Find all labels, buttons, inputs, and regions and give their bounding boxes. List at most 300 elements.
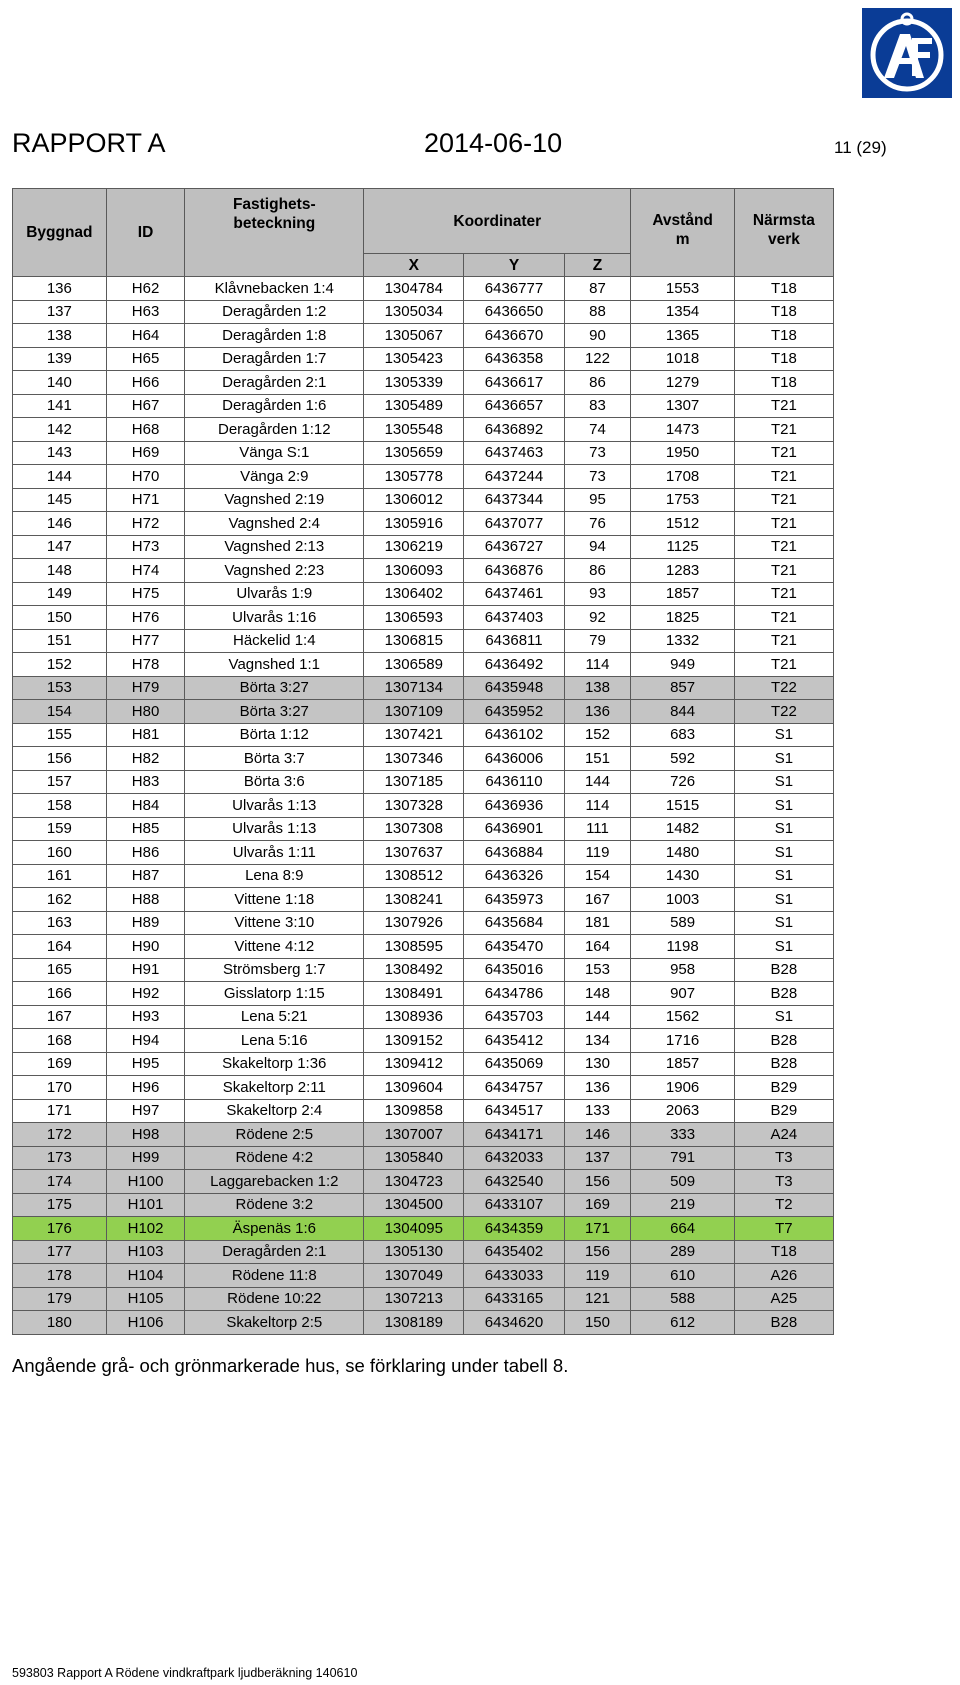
cell-y: 6433033 <box>464 1264 564 1288</box>
cell-fastighet: Skakeltorp 1:36 <box>185 1052 364 1076</box>
cell-z: 167 <box>564 888 631 912</box>
cell-y: 6434757 <box>464 1076 564 1100</box>
cell-narmsta: T18 <box>734 277 833 301</box>
cell-y: 6434171 <box>464 1123 564 1147</box>
cell-x: 1305130 <box>364 1240 464 1264</box>
cell-id: H106 <box>106 1311 185 1335</box>
cell-avstand: 612 <box>631 1311 734 1335</box>
cell-narmsta: B28 <box>734 982 833 1006</box>
cell-byggnad: 171 <box>13 1099 107 1123</box>
cell-x: 1306589 <box>364 653 464 677</box>
cell-x: 1307926 <box>364 911 464 935</box>
cell-y: 6434786 <box>464 982 564 1006</box>
cell-y: 6435948 <box>464 676 564 700</box>
table-row <box>13 512 834 536</box>
cell-y: 6435952 <box>464 700 564 724</box>
cell-avstand: 1753 <box>631 488 734 512</box>
cell-narmsta: A26 <box>734 1264 833 1288</box>
report-date: 2014-06-10 <box>424 128 563 158</box>
cell-y: 6434517 <box>464 1099 564 1123</box>
cell-fastighet: Börta 3:7 <box>185 747 364 771</box>
cell-fastighet: Vänga S:1 <box>185 441 364 465</box>
cell-fastighet: Rödene 4:2 <box>185 1146 364 1170</box>
cell-avstand: 1473 <box>631 418 734 442</box>
cell-narmsta: B29 <box>734 1076 833 1100</box>
table-note: Angående grå- och grönmarkerade hus, se förklaring under tabell 8. <box>12 1355 569 1376</box>
table-row <box>13 935 834 959</box>
table-row <box>13 1005 834 1029</box>
cell-narmsta: B28 <box>734 1311 833 1335</box>
cell-fastighet: Strömsberg 1:7 <box>185 958 364 982</box>
table-row <box>13 794 834 818</box>
cell-narmsta: S1 <box>734 817 833 841</box>
cell-z: 76 <box>564 512 631 536</box>
cell-id: H91 <box>106 958 185 982</box>
table-row <box>13 723 834 747</box>
cell-x: 1305548 <box>364 418 464 442</box>
table-row <box>13 747 834 771</box>
cell-narmsta: T21 <box>734 465 833 489</box>
cell-z: 73 <box>564 465 631 489</box>
cell-byggnad: 167 <box>13 1005 107 1029</box>
cell-y: 6435402 <box>464 1240 564 1264</box>
report-title: RAPPORT A <box>12 128 166 158</box>
cell-avstand: 592 <box>631 747 734 771</box>
cell-id: H74 <box>106 559 185 583</box>
cell-y: 6436892 <box>464 418 564 442</box>
cell-avstand: 844 <box>631 700 734 724</box>
cell-id: H62 <box>106 277 185 301</box>
cell-fastighet: Deragården 2:1 <box>185 371 364 395</box>
page-number: 11 (29) <box>834 138 887 157</box>
cell-x: 1304784 <box>364 277 464 301</box>
cell-z: 119 <box>564 841 631 865</box>
cell-fastighet: Vagnshed 2:13 <box>185 535 364 559</box>
cell-fastighet: Rödene 10:22 <box>185 1287 364 1311</box>
cell-x: 1306093 <box>364 559 464 583</box>
cell-x: 1304500 <box>364 1193 464 1217</box>
cell-avstand: 1512 <box>631 512 734 536</box>
cell-avstand: 1125 <box>631 535 734 559</box>
cell-narmsta: S1 <box>734 1005 833 1029</box>
cell-id: H101 <box>106 1193 185 1217</box>
cell-fastighet: Ulvarås 1:13 <box>185 794 364 818</box>
cell-z: 94 <box>564 535 631 559</box>
cell-narmsta: S1 <box>734 864 833 888</box>
table-row <box>13 488 834 512</box>
building-table <box>12 188 834 1335</box>
cell-z: 134 <box>564 1029 631 1053</box>
table-row <box>13 888 834 912</box>
cell-z: 181 <box>564 911 631 935</box>
cell-fastighet: Vittene 3:10 <box>185 911 364 935</box>
cell-avstand: 1198 <box>631 935 734 959</box>
cell-z: 154 <box>564 864 631 888</box>
cell-x: 1307213 <box>364 1287 464 1311</box>
cell-byggnad: 147 <box>13 535 107 559</box>
cell-narmsta: T21 <box>734 606 833 630</box>
cell-avstand: 1562 <box>631 1005 734 1029</box>
cell-x: 1305067 <box>364 324 464 348</box>
cell-byggnad: 168 <box>13 1029 107 1053</box>
col-narmsta-label: Närmsta verk <box>752 212 815 248</box>
cell-id: H93 <box>106 1005 185 1029</box>
cell-fastighet: Börta 3:27 <box>185 676 364 700</box>
cell-avstand: 610 <box>631 1264 734 1288</box>
cell-x: 1307007 <box>364 1123 464 1147</box>
table-row <box>13 1264 834 1288</box>
cell-byggnad: 156 <box>13 747 107 771</box>
cell-z: 171 <box>564 1217 631 1241</box>
cell-id: H69 <box>106 441 185 465</box>
table-row <box>13 300 834 324</box>
cell-byggnad: 138 <box>13 324 107 348</box>
cell-x: 1308512 <box>364 864 464 888</box>
cell-fastighet: Laggarebacken 1:2 <box>185 1170 364 1194</box>
cell-fastighet: Ulvarås 1:16 <box>185 606 364 630</box>
cell-x: 1308492 <box>364 958 464 982</box>
col-avstand <box>631 189 734 277</box>
cell-fastighet: Deragården 2:1 <box>185 1240 364 1264</box>
cell-narmsta: T22 <box>734 700 833 724</box>
cell-avstand: 1332 <box>631 629 734 653</box>
cell-fastighet: Klåvnebacken 1:4 <box>185 277 364 301</box>
cell-byggnad: 164 <box>13 935 107 959</box>
cell-fastighet: Ulvarås 1:9 <box>185 582 364 606</box>
cell-avstand: 791 <box>631 1146 734 1170</box>
cell-y: 6436884 <box>464 841 564 865</box>
cell-x: 1307185 <box>364 770 464 794</box>
cell-avstand: 683 <box>631 723 734 747</box>
cell-x: 1309412 <box>364 1052 464 1076</box>
cell-fastighet: Ulvarås 1:11 <box>185 841 364 865</box>
cell-y: 6436936 <box>464 794 564 818</box>
cell-fastighet: Deragården 1:7 <box>185 347 364 371</box>
cell-y: 6436727 <box>464 535 564 559</box>
cell-narmsta: T18 <box>734 324 833 348</box>
table-row <box>13 394 834 418</box>
cell-y: 6437244 <box>464 465 564 489</box>
cell-avstand: 1708 <box>631 465 734 489</box>
table-row <box>13 1146 834 1170</box>
cell-avstand: 333 <box>631 1123 734 1147</box>
cell-narmsta: T21 <box>734 559 833 583</box>
cell-fastighet: Deragården 1:8 <box>185 324 364 348</box>
cell-id: H82 <box>106 747 185 771</box>
cell-avstand: 958 <box>631 958 734 982</box>
cell-narmsta: T21 <box>734 418 833 442</box>
cell-x: 1308189 <box>364 1311 464 1335</box>
cell-narmsta: S1 <box>734 935 833 959</box>
cell-narmsta: S1 <box>734 723 833 747</box>
table-row <box>13 676 834 700</box>
cell-fastighet: Äspenäs 1:6 <box>185 1217 364 1241</box>
table-row <box>13 277 834 301</box>
cell-x: 1305916 <box>364 512 464 536</box>
cell-byggnad: 163 <box>13 911 107 935</box>
cell-byggnad: 175 <box>13 1193 107 1217</box>
table-row <box>13 606 834 630</box>
cell-id: H90 <box>106 935 185 959</box>
cell-avstand: 1482 <box>631 817 734 841</box>
cell-narmsta: S1 <box>734 911 833 935</box>
cell-narmsta: T18 <box>734 300 833 324</box>
cell-x: 1305840 <box>364 1146 464 1170</box>
cell-id: H84 <box>106 794 185 818</box>
cell-x: 1306219 <box>364 535 464 559</box>
cell-z: 144 <box>564 770 631 794</box>
cell-avstand: 1857 <box>631 1052 734 1076</box>
cell-fastighet: Skakeltorp 2:4 <box>185 1099 364 1123</box>
cell-byggnad: 170 <box>13 1076 107 1100</box>
cell-z: 164 <box>564 935 631 959</box>
cell-id: H99 <box>106 1146 185 1170</box>
cell-id: H102 <box>106 1217 185 1241</box>
cell-avstand: 1480 <box>631 841 734 865</box>
cell-fastighet: Rödene 2:5 <box>185 1123 364 1147</box>
cell-fastighet: Börta 1:12 <box>185 723 364 747</box>
table-row <box>13 817 834 841</box>
cell-id: H100 <box>106 1170 185 1194</box>
cell-y: 6432033 <box>464 1146 564 1170</box>
cell-y: 6435703 <box>464 1005 564 1029</box>
cell-y: 6436006 <box>464 747 564 771</box>
cell-x: 1308595 <box>364 935 464 959</box>
cell-byggnad: 139 <box>13 347 107 371</box>
cell-avstand: 2063 <box>631 1099 734 1123</box>
cell-byggnad: 145 <box>13 488 107 512</box>
cell-z: 137 <box>564 1146 631 1170</box>
cell-z: 87 <box>564 277 631 301</box>
cell-id: H85 <box>106 817 185 841</box>
cell-id: H79 <box>106 676 185 700</box>
cell-fastighet: Börta 3:27 <box>185 700 364 724</box>
cell-byggnad: 166 <box>13 982 107 1006</box>
cell-id: H64 <box>106 324 185 348</box>
cell-narmsta: B28 <box>734 1029 833 1053</box>
cell-z: 150 <box>564 1311 631 1335</box>
table-row <box>13 1287 834 1311</box>
cell-y: 6437344 <box>464 488 564 512</box>
cell-z: 122 <box>564 347 631 371</box>
cell-narmsta: T2 <box>734 1193 833 1217</box>
cell-x: 1309858 <box>364 1099 464 1123</box>
cell-avstand: 1857 <box>631 582 734 606</box>
cell-id: H97 <box>106 1099 185 1123</box>
cell-narmsta: T21 <box>734 653 833 677</box>
cell-z: 93 <box>564 582 631 606</box>
cell-avstand: 664 <box>631 1217 734 1241</box>
cell-fastighet: Deragården 1:2 <box>185 300 364 324</box>
table-row <box>13 653 834 677</box>
col-koordinater: Koordinater <box>364 189 631 254</box>
cell-narmsta: T21 <box>734 512 833 536</box>
cell-x: 1305778 <box>364 465 464 489</box>
col-id: ID <box>106 189 185 277</box>
cell-y: 6436617 <box>464 371 564 395</box>
cell-z: 136 <box>564 700 631 724</box>
cell-fastighet: Lena 5:16 <box>185 1029 364 1053</box>
cell-id: H98 <box>106 1123 185 1147</box>
af-logo-icon <box>862 8 952 98</box>
cell-narmsta: T18 <box>734 1240 833 1264</box>
cell-x: 1307421 <box>364 723 464 747</box>
cell-byggnad: 142 <box>13 418 107 442</box>
cell-id: H78 <box>106 653 185 677</box>
cell-fastighet: Vagnshed 2:19 <box>185 488 364 512</box>
cell-byggnad: 150 <box>13 606 107 630</box>
table-row <box>13 1240 834 1264</box>
cell-byggnad: 141 <box>13 394 107 418</box>
cell-narmsta: T3 <box>734 1146 833 1170</box>
cell-z: 148 <box>564 982 631 1006</box>
cell-z: 136 <box>564 1076 631 1100</box>
table-row <box>13 770 834 794</box>
cell-fastighet: Lena 8:9 <box>185 864 364 888</box>
cell-byggnad: 159 <box>13 817 107 841</box>
cell-x: 1307328 <box>364 794 464 818</box>
cell-z: 88 <box>564 300 631 324</box>
cell-z: 121 <box>564 1287 631 1311</box>
cell-id: H95 <box>106 1052 185 1076</box>
cell-z: 153 <box>564 958 631 982</box>
cell-avstand: 1307 <box>631 394 734 418</box>
cell-id: H83 <box>106 770 185 794</box>
cell-fastighet: Vänga 2:9 <box>185 465 364 489</box>
table-row <box>13 559 834 583</box>
col-fastighet <box>185 189 364 277</box>
cell-y: 6435973 <box>464 888 564 912</box>
page-footer: 593803 Rapport A Rödene vindkraftpark ljudberäkning 140610 <box>12 1666 358 1680</box>
cell-byggnad: 148 <box>13 559 107 583</box>
table-row <box>13 1311 834 1335</box>
cell-fastighet: Gisslatorp 1:15 <box>185 982 364 1006</box>
cell-x: 1306402 <box>364 582 464 606</box>
cell-byggnad: 144 <box>13 465 107 489</box>
cell-y: 6435016 <box>464 958 564 982</box>
cell-avstand: 1283 <box>631 559 734 583</box>
cell-x: 1307109 <box>364 700 464 724</box>
cell-y: 6437077 <box>464 512 564 536</box>
cell-byggnad: 179 <box>13 1287 107 1311</box>
table-body <box>13 277 834 1335</box>
cell-z: 114 <box>564 794 631 818</box>
cell-z: 144 <box>564 1005 631 1029</box>
table-row <box>13 982 834 1006</box>
cell-id: H67 <box>106 394 185 418</box>
cell-id: H96 <box>106 1076 185 1100</box>
cell-byggnad: 173 <box>13 1146 107 1170</box>
cell-x: 1307049 <box>364 1264 464 1288</box>
cell-byggnad: 174 <box>13 1170 107 1194</box>
cell-z: 146 <box>564 1123 631 1147</box>
cell-avstand: 1365 <box>631 324 734 348</box>
cell-y: 6435412 <box>464 1029 564 1053</box>
cell-x: 1305423 <box>364 347 464 371</box>
cell-byggnad: 169 <box>13 1052 107 1076</box>
table-row <box>13 1217 834 1241</box>
cell-y: 6433107 <box>464 1193 564 1217</box>
cell-y: 6436492 <box>464 653 564 677</box>
cell-byggnad: 178 <box>13 1264 107 1288</box>
cell-z: 138 <box>564 676 631 700</box>
cell-x: 1309604 <box>364 1076 464 1100</box>
cell-avstand: 589 <box>631 911 734 935</box>
table-row <box>13 841 834 865</box>
cell-y: 6434359 <box>464 1217 564 1241</box>
col-z: Z <box>564 254 631 277</box>
cell-narmsta: T21 <box>734 629 833 653</box>
cell-z: 73 <box>564 441 631 465</box>
cell-z: 95 <box>564 488 631 512</box>
cell-fastighet: Deragården 1:6 <box>185 394 364 418</box>
cell-avstand: 1950 <box>631 441 734 465</box>
cell-y: 6435069 <box>464 1052 564 1076</box>
cell-avstand: 1825 <box>631 606 734 630</box>
col-fastighet-label: Fastighets- beteckning <box>232 196 316 232</box>
cell-x: 1307637 <box>364 841 464 865</box>
cell-x: 1306012 <box>364 488 464 512</box>
cell-byggnad: 149 <box>13 582 107 606</box>
cell-avstand: 588 <box>631 1287 734 1311</box>
table-row <box>13 1029 834 1053</box>
cell-x: 1305339 <box>364 371 464 395</box>
cell-byggnad: 160 <box>13 841 107 865</box>
col-narmsta <box>734 189 833 277</box>
col-x: X <box>364 254 464 277</box>
cell-id: H63 <box>106 300 185 324</box>
cell-x: 1307134 <box>364 676 464 700</box>
cell-byggnad: 177 <box>13 1240 107 1264</box>
cell-avstand: 1716 <box>631 1029 734 1053</box>
cell-id: H68 <box>106 418 185 442</box>
cell-narmsta: B29 <box>734 1099 833 1123</box>
cell-x: 1307346 <box>364 747 464 771</box>
table-row <box>13 911 834 935</box>
cell-narmsta: T21 <box>734 582 833 606</box>
table-row <box>13 1076 834 1100</box>
cell-avstand: 857 <box>631 676 734 700</box>
cell-avstand: 289 <box>631 1240 734 1264</box>
col-avstand-label: Avstånd m <box>652 212 713 248</box>
cell-y: 6435470 <box>464 935 564 959</box>
cell-fastighet: Rödene 3:2 <box>185 1193 364 1217</box>
cell-byggnad: 153 <box>13 676 107 700</box>
cell-z: 133 <box>564 1099 631 1123</box>
cell-fastighet: Vittene 1:18 <box>185 888 364 912</box>
cell-z: 74 <box>564 418 631 442</box>
cell-x: 1305659 <box>364 441 464 465</box>
cell-x: 1308491 <box>364 982 464 1006</box>
cell-z: 111 <box>564 817 631 841</box>
cell-id: H66 <box>106 371 185 395</box>
cell-byggnad: 158 <box>13 794 107 818</box>
cell-byggnad: 157 <box>13 770 107 794</box>
cell-z: 152 <box>564 723 631 747</box>
cell-fastighet: Häckelid 1:4 <box>185 629 364 653</box>
cell-avstand: 1553 <box>631 277 734 301</box>
cell-x: 1304095 <box>364 1217 464 1241</box>
table-row <box>13 700 834 724</box>
table-row <box>13 1170 834 1194</box>
cell-id: H104 <box>106 1264 185 1288</box>
cell-z: 79 <box>564 629 631 653</box>
table-row <box>13 535 834 559</box>
cell-y: 6436326 <box>464 864 564 888</box>
cell-id: H73 <box>106 535 185 559</box>
cell-narmsta: A25 <box>734 1287 833 1311</box>
cell-fastighet: Lena 5:21 <box>185 1005 364 1029</box>
